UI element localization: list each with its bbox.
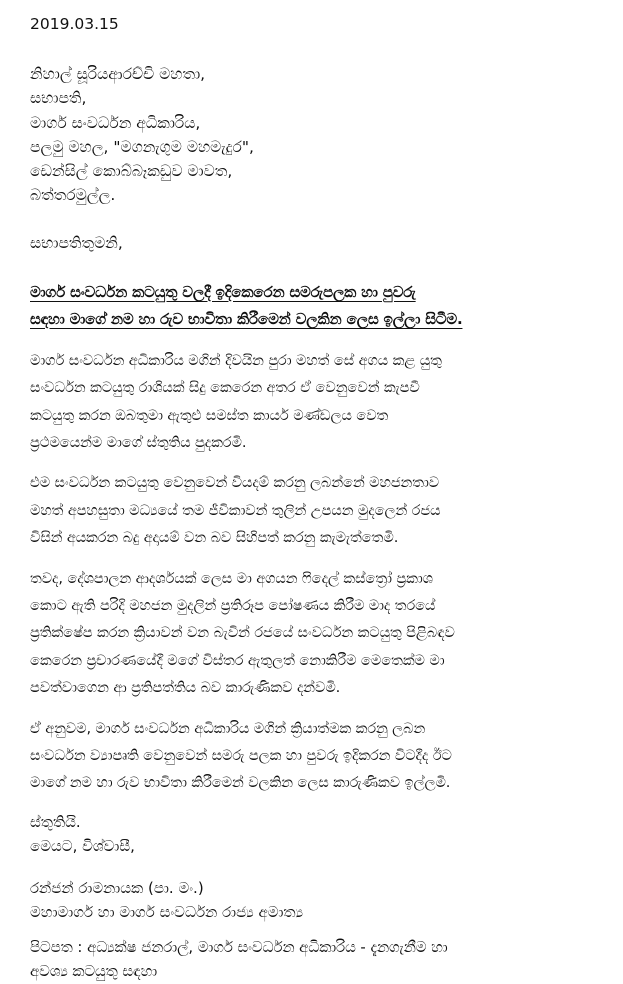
paragraph-2	[30, 469, 601, 551]
copy-to-line: පිටපත : අධ්‍යක්ෂ ජනරාල්, මාර්ග සංවර්ධන අධිකාරිය - දැනගැනීම හා	[30, 938, 448, 956]
paragraph-line: සංවර්ධන කටයුතු රාශියක් සිදු කෙරෙන අතර ඒ වෙනුවෙන් කැපවී	[30, 379, 420, 397]
paragraph-line: කොට ඇති පරිදි මහජන මුදලින් ප්‍රතිරූප පෝෂණය කිරීම මාද තරයේ	[30, 597, 436, 615]
paragraph-line: ඒ අනුවම, මාර්ග සංවර්ධන අධිකාරිය මගින් ක්‍රියාත්මක කරනු ලබන	[30, 719, 426, 737]
paragraph-4	[30, 715, 601, 797]
paragraph-line: විසින් අයකරන බදු අදායම් වන බව සිහිපත් කරනු කැමැත්තෙමි.	[30, 529, 399, 547]
paragraph-line: ප්‍රථමයෙන්ම මාගේ ස්තුතිය පුදකරමි.	[30, 434, 247, 451]
paragraph-line: කටයුතු කරන ඔබතුමා ඇතුළු සමස්ත කාර්ය මණ්ඩලය වෙත	[30, 406, 389, 424]
address-line: සභාපති,	[30, 89, 87, 108]
paragraph-line: කෙරෙන ප්‍රචාරණයේදී මගේ විස්තර ඇතුලත් නොකිරීම මෙතෙක්ම මා	[30, 651, 445, 669]
paragraph-line: එම සංවර්ධන කටයුතු වෙනුවෙන් වියදම් කරනු ලබන්නේ මහජනතාව	[30, 474, 440, 492]
subject-line: සඳහා මාගේ නම හා රුව භාවිතා කිරීමෙන් වලකින ලෙස ඉල්ලා සිටීම.	[30, 309, 463, 328]
paragraph-line: සංවර්ධන ව්‍යාපෘති වෙනුවෙන් සමරු පලක හා පුවරු ඉදිකරන විටදීද ඊට	[30, 747, 452, 765]
copy-to-line: අවශ්‍ය කටයුතු සඳහා	[30, 962, 158, 980]
closing-block	[30, 810, 601, 858]
subject-line: මාර්ග සංවර්ධන කටයුතු වලදී ඉදිකෙරෙන සමරුපලක හා පුවරු	[30, 282, 416, 301]
paragraph-1	[30, 347, 601, 457]
signatory-title: මහාමාර්ග හා මාර්ග සංවර්ධන රාජ්‍ය අමාත්‍ය	[30, 902, 304, 921]
paragraph-line: මහත් අපහසුතා මධ්‍යයේ තම ජීවිකාවන් තුලින් උපයන මුදලෙන් රජය	[30, 501, 441, 519]
address-line: බත්තරමුල්ල.	[30, 186, 116, 205]
signatory-name: රන්ජන් රාමනායක (පා. මං.)	[30, 878, 204, 897]
recipient-address	[30, 62, 601, 208]
address-line: මාර්ග සංවර්ධන අධිකාරිය,	[30, 113, 201, 132]
paragraph-3	[30, 565, 601, 702]
subject-heading	[30, 279, 601, 333]
paragraph-line: මාගේ නම හා රුව භාවිතා කිරීමෙන් වලකින ලෙස කාරුණිකව ඉල්ලමි.	[30, 774, 451, 792]
letter-date: 2019.03.15	[30, 15, 119, 33]
address-line: පලමු මහල, "මගනැගුම මහමැදුර",	[30, 137, 254, 156]
signature-block	[30, 876, 601, 924]
salutation: සභාපතිතුමනි,	[30, 233, 123, 252]
address-line: නිහාල් සූරියආරච්චි මහතා,	[30, 65, 206, 83]
paragraph-line: මාර්ග සංවර්ධන අධිකාරිය මගින් දිවයින පුරා මහත් සේ අගය කළ යුතු	[30, 351, 442, 369]
address-line: ඩෙන්සිල් කොබ්බෑකඩුව මාවත,	[30, 162, 233, 181]
closing-thanks: ස්තුතියි.	[30, 812, 81, 831]
paragraph-line: තවද, දේශපාලන ආදර්ශයක් ලෙස මා අගයන ෆිදෙල් කස්ත්‍රෝ ප්‍රකාශ	[30, 569, 433, 587]
paragraph-line: ප්‍රතික්ෂේප කරන ක්‍රියාවන් වන බැවින් රජයේ සංවර්ධන කටයුතු පිළිබඳව	[30, 624, 455, 642]
closing-yours: මෙයට, විශ්වාසී,	[30, 836, 135, 855]
paragraph-line: පවත්වාගෙන ආ ප්‍රතිපත්තිය බව කාරුණිකව දන්වමි.	[30, 679, 341, 697]
